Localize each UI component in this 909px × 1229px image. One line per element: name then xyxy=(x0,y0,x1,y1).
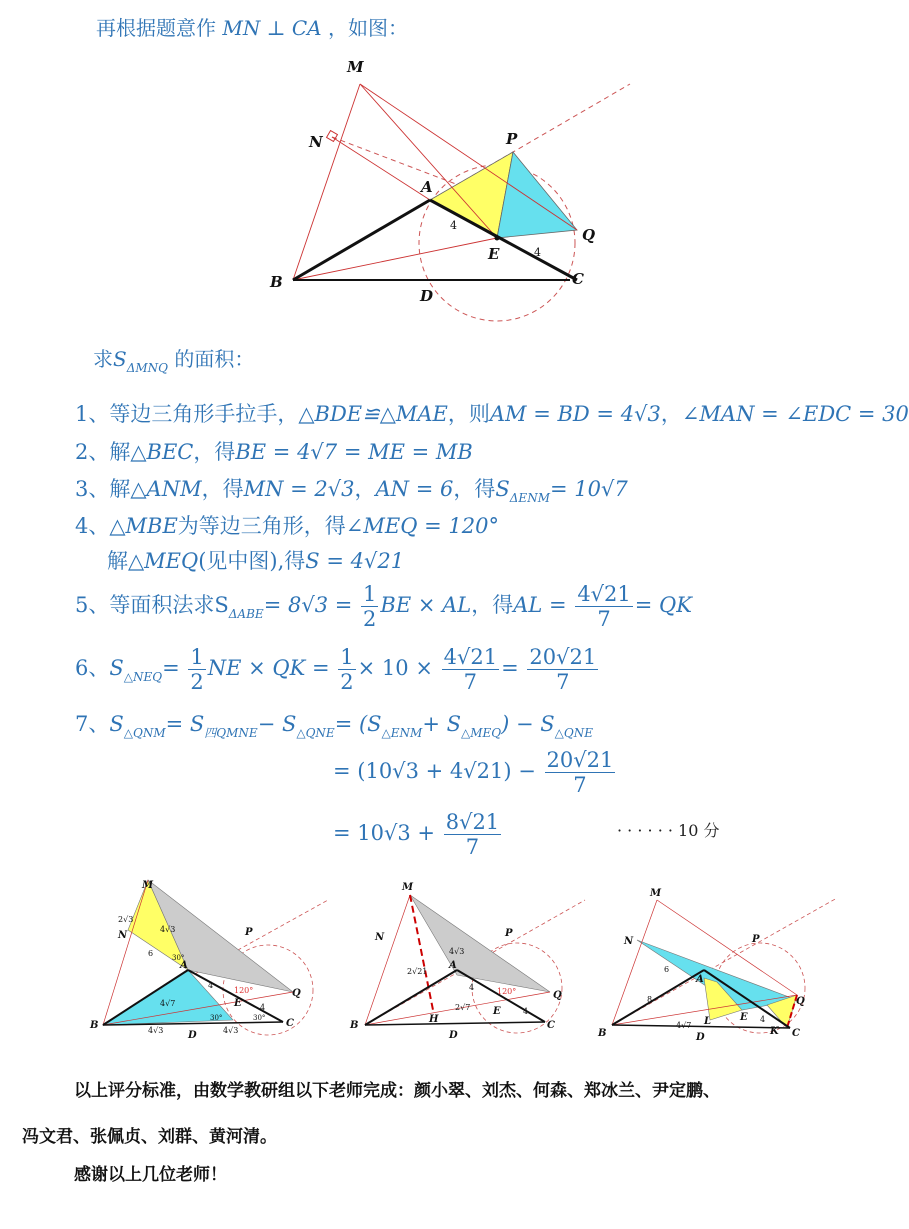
step-4b-expr1: △MEQ xyxy=(128,549,199,573)
length-AE: 4 xyxy=(450,219,457,232)
step-3-expr2: MN = 2√3 xyxy=(243,477,355,501)
mid-label-E: E xyxy=(493,1006,501,1017)
label-A: A xyxy=(421,178,433,196)
step-6-frac2 xyxy=(338,645,355,694)
left-value-4: 4 xyxy=(208,981,214,990)
step-3 xyxy=(75,473,628,505)
left-label-P: P xyxy=(245,927,253,938)
step-7-close: ) − S xyxy=(501,712,555,736)
frac-den: 2 xyxy=(190,670,204,694)
step-3-sep: ， xyxy=(354,477,376,501)
mid-label-Q: Q xyxy=(553,990,562,1001)
question-suffix: 的面积： xyxy=(174,347,255,371)
step-6-frac4 xyxy=(527,645,598,694)
footer-line-2: 冯文君、张佩贞、刘群、黄河清。 xyxy=(22,1127,277,1147)
step-7-sub2: 四QMNE xyxy=(204,726,258,740)
small-figure-right xyxy=(592,870,837,1043)
label-B: B xyxy=(270,273,283,291)
right-label-Q: Q xyxy=(796,996,805,1007)
step-6-expr1: NE × QK = xyxy=(207,656,330,680)
step-5-sub: ΔABE xyxy=(228,607,264,621)
step-3-mid2: ，得 xyxy=(453,477,496,501)
right-value-1: 8 xyxy=(647,995,653,1004)
step-4 xyxy=(75,510,499,540)
question-line xyxy=(93,343,254,375)
right-label-N: N xyxy=(624,936,634,947)
step-6-sub: △NEQ xyxy=(123,670,163,684)
step-5-text: 等面积法求 xyxy=(109,593,215,617)
left-value-3: 30° xyxy=(172,954,185,962)
step-5 xyxy=(75,582,692,631)
step-1-num: 1、 xyxy=(75,402,110,426)
step-7c-expr: = 10√3 + xyxy=(333,821,436,845)
mid-label-P: P xyxy=(505,928,513,939)
right-label-M: M xyxy=(650,888,662,899)
mid-value-0: 4√3 xyxy=(449,947,465,956)
step-7b-expr: = (10√3 + 4√21) − xyxy=(333,759,536,783)
right-label-D: D xyxy=(696,1032,705,1043)
step-7-eq: = S xyxy=(165,712,205,736)
step-5-s: S xyxy=(214,593,229,617)
step-4-expr2: ∠MEQ = 120° xyxy=(345,514,499,538)
left-label-A: A xyxy=(180,960,188,971)
step-7b xyxy=(333,748,617,797)
step-3-text: 解 xyxy=(109,477,131,501)
step-4b-expr2: S = 4√21 xyxy=(305,549,405,573)
step-1-mid: ，则 xyxy=(447,402,490,426)
mid-value-4: 2√7 xyxy=(455,1003,471,1012)
frac-den: 7 xyxy=(556,670,570,694)
small-figure-left xyxy=(88,870,338,1040)
footer-line-3: 感谢以上几位老师！ xyxy=(74,1165,227,1185)
left-value-5: 4√7 xyxy=(160,999,176,1008)
right-label-C: C xyxy=(792,1028,800,1039)
label-D: D xyxy=(420,287,434,305)
step-4-text: 为等边三角形，得 xyxy=(177,514,346,538)
left-value-8: 4√3 xyxy=(148,1026,164,1035)
step-7-sub3: △QNE xyxy=(296,726,335,740)
right-label-A: A xyxy=(696,974,704,985)
mid-label-B: B xyxy=(350,1020,359,1031)
step-7-sub1: △QNM xyxy=(123,726,166,740)
frac-den: 7 xyxy=(463,670,478,694)
left-label-Q: Q xyxy=(292,988,301,999)
left-value-10: 4√3 xyxy=(223,1026,239,1035)
left-value-6: 120° xyxy=(234,986,254,995)
mid-label-D: D xyxy=(449,1030,458,1041)
intro-suffix: ，如图： xyxy=(327,16,408,40)
step-4b-text: 解 xyxy=(107,549,128,573)
intro-expr: MN ⊥ CA xyxy=(222,16,322,40)
left-value-11: 30° xyxy=(253,1014,266,1022)
frac-den: 2 xyxy=(363,607,377,631)
mid-label-A: A xyxy=(449,960,457,971)
step-5-expr2: BE × AL xyxy=(380,593,472,617)
step-1-sep: ， xyxy=(660,402,682,426)
label-M: M xyxy=(347,58,364,76)
step-3-expr3: AN = 6 xyxy=(375,477,454,501)
step-2-mid: ，得 xyxy=(193,440,236,464)
frac-num: 20√21 xyxy=(546,748,614,772)
step-7-plus: + S xyxy=(422,712,461,736)
step-7 xyxy=(75,708,593,741)
right-label-B: B xyxy=(598,1028,607,1039)
step-5-frac1 xyxy=(361,582,378,631)
right-label-K: K xyxy=(770,1026,779,1037)
mid-label-H: H xyxy=(429,1014,439,1025)
step-6-num: 6、 xyxy=(75,656,110,680)
frac-num: 8√21 xyxy=(445,810,500,834)
mid-label-M: M xyxy=(402,882,414,893)
step-2-expr2: BE = 4√7 = ME = MB xyxy=(235,440,473,464)
intro-line xyxy=(96,12,408,41)
mid-label-C: C xyxy=(547,1020,555,1031)
step-3-expr4: = 10√7 xyxy=(549,477,628,501)
question-sub: ΔMNQ xyxy=(126,361,168,375)
left-value-9: 30° xyxy=(210,1014,223,1022)
step-7c-frac xyxy=(444,810,501,859)
frac-den: 7 xyxy=(465,835,480,859)
frac-num: 20√21 xyxy=(529,645,597,669)
step-4-num: 4、 xyxy=(75,514,110,538)
step-1-text: 等边三角形手拉手， xyxy=(109,402,299,426)
mid-value-1: 2√21 xyxy=(407,967,428,976)
step-3-s: S xyxy=(495,477,510,501)
step-3-num: 3、 xyxy=(75,477,110,501)
step-5-expr1: = 8√3 = xyxy=(263,593,353,617)
mid-value-2: 4 xyxy=(469,983,475,992)
right-label-P: P xyxy=(752,934,760,945)
step-6-frac1 xyxy=(188,645,205,694)
length-EC: 4 xyxy=(534,246,541,259)
step-3-sub: ΔENM xyxy=(509,491,550,505)
step-1-expr2: AM = BD = 4√3 xyxy=(489,402,661,426)
step-4b xyxy=(107,545,404,575)
mid-value-5: 4 xyxy=(523,1007,529,1016)
step-7c xyxy=(333,810,503,859)
frac-den: 7 xyxy=(573,773,587,797)
left-value-7: 4 xyxy=(260,1003,266,1012)
mid-label-N: N xyxy=(375,932,385,943)
right-label-E: E xyxy=(740,1012,748,1023)
left-label-N: N xyxy=(118,930,128,941)
step-5-frac2 xyxy=(575,582,632,631)
step-6-eq: = xyxy=(162,656,180,680)
question-prefix: 求 xyxy=(93,347,113,371)
label-C: C xyxy=(572,270,584,288)
step-6-s: S xyxy=(109,656,124,680)
score-note: · · · · · · 10 分 xyxy=(617,821,720,840)
step-7-eq2: = (S xyxy=(334,712,382,736)
left-label-M: M xyxy=(142,880,154,891)
right-value-0: 6 xyxy=(664,965,670,974)
step-7b-frac xyxy=(545,748,616,797)
step-1 xyxy=(75,398,909,428)
main-geometry-figure xyxy=(0,50,837,340)
left-label-C: C xyxy=(286,1018,294,1029)
frac-num: 1 xyxy=(190,645,204,669)
left-value-0: 2√3 xyxy=(118,915,134,924)
step-6-expr2: × 10 × xyxy=(357,656,433,680)
frac-den: 2 xyxy=(340,670,354,694)
footer-line-1: 以上评分标准，由数学教研组以下老师完成：颜小翠、刘杰、何森、郑冰兰、尹定鹏、 xyxy=(74,1081,720,1101)
left-label-E: E xyxy=(234,998,242,1009)
step-2 xyxy=(75,436,473,466)
step-5-expr3: AL = xyxy=(513,593,567,617)
label-E: E xyxy=(488,245,500,263)
step-1-expr3: ∠MAN = ∠EDC = 30 xyxy=(681,402,909,426)
step-4-expr1: △MBE xyxy=(109,514,178,538)
step-1-expr1: △BDE≌△MAE xyxy=(298,402,448,426)
frac-den: 7 xyxy=(597,607,611,631)
frac-num: 1 xyxy=(340,645,354,669)
left-value-1: 4√3 xyxy=(160,925,176,934)
step-7-sub5: △MEQ xyxy=(461,726,502,740)
step-7-num: 7、 xyxy=(75,712,110,736)
step-7-sub6: △QNE xyxy=(554,726,593,740)
step-6-frac3 xyxy=(442,645,499,694)
right-value-2: 4√7 xyxy=(676,1021,692,1030)
right-label-L: L xyxy=(704,1016,712,1027)
step-5-mid: ，得 xyxy=(471,593,514,617)
step-6-eq2: = xyxy=(501,656,519,680)
left-label-D: D xyxy=(188,1030,197,1041)
step-5-expr4: = QK xyxy=(634,593,692,617)
intro-text: 再根据题意作 xyxy=(96,16,216,40)
question-s: S xyxy=(113,347,127,371)
step-3-mid: ，得 xyxy=(201,477,244,501)
step-3-expr1: △ANM xyxy=(130,477,202,501)
small-figure-middle xyxy=(345,870,595,1040)
left-label-B: B xyxy=(90,1020,99,1031)
label-Q: Q xyxy=(582,226,596,244)
step-2-num: 2、 xyxy=(75,440,110,464)
step-5-num: 5、 xyxy=(75,593,110,617)
left-value-2: 6 xyxy=(148,949,154,958)
step-7-sub4: △ENM xyxy=(381,726,423,740)
step-4b-mid: (见中图),得 xyxy=(198,549,306,573)
frac-num: 1 xyxy=(363,582,377,606)
step-7-s: S xyxy=(109,712,124,736)
label-N: N xyxy=(309,133,323,151)
step-2-expr1: △BEC xyxy=(130,440,194,464)
frac-num: 4√21 xyxy=(577,582,631,606)
mid-value-3: 120° xyxy=(497,987,517,996)
label-P: P xyxy=(506,130,518,148)
step-2-text: 解 xyxy=(109,440,131,464)
right-value-3: 4 xyxy=(760,1015,766,1024)
step-6 xyxy=(75,645,600,694)
step-7-minus: − S xyxy=(257,712,297,736)
frac-num: 4√21 xyxy=(443,645,498,669)
